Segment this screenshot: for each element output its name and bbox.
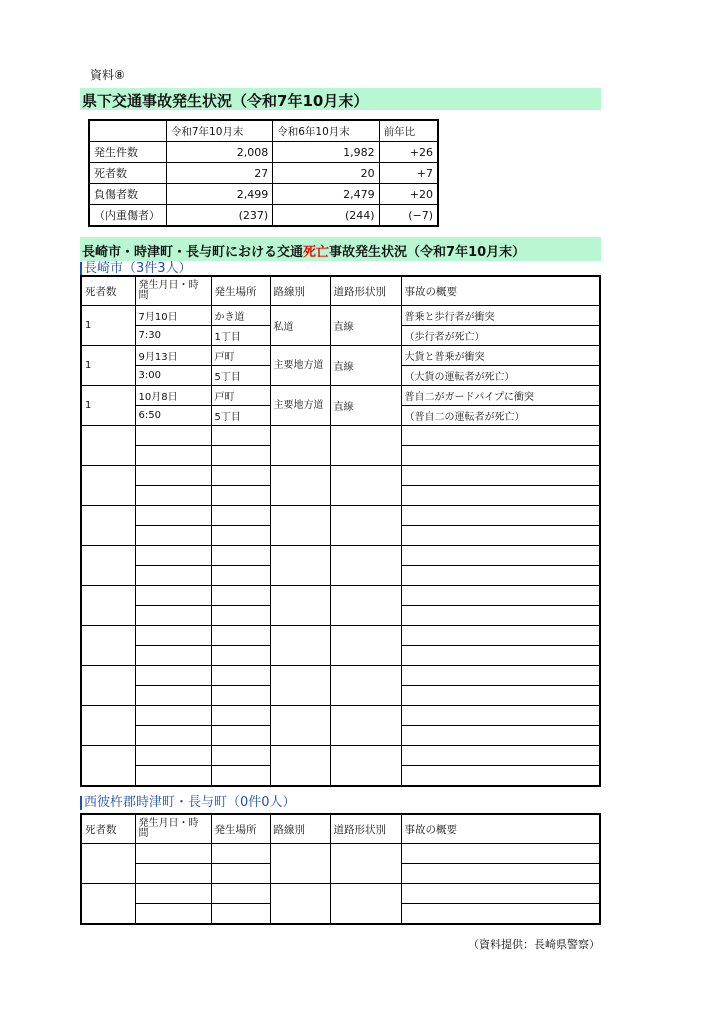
header-deaths: 死者数 [81, 276, 135, 306]
case-deaths: 1 [81, 306, 135, 346]
summary-header-diff: 前年比 [379, 120, 438, 142]
summary-row-diff: +20 [379, 184, 438, 205]
case-place2: 5丁目 [211, 366, 270, 386]
summary-row-prev: (244) [273, 205, 379, 227]
case-place2: 1丁目 [211, 326, 270, 346]
case-summary2: （普自二の運転者が死亡） [401, 406, 600, 426]
nagasaki-section-title: 長崎市（3件3人） [80, 262, 192, 276]
empty-row [81, 546, 600, 566]
case-row [81, 386, 600, 406]
nishisonogi-table [80, 813, 601, 925]
case-time: 6:50 [135, 406, 211, 426]
case-time: 3:00 [135, 366, 211, 386]
summary-table [88, 119, 439, 227]
case-place2: 5丁目 [211, 406, 270, 426]
summary-header-blank [89, 120, 166, 142]
summary-title: 県下交通事故発生状況（令和7年10月末） [82, 92, 369, 110]
header-deaths: 死者数 [81, 814, 135, 844]
summary-row-label: 発生件数 [89, 142, 166, 163]
document-label: 資料⑧ [90, 68, 125, 82]
fatal-title-post: 事故発生状況（令和7年10月末） [329, 245, 526, 260]
summary-header-prev: 令和6年10月末 [273, 120, 379, 142]
nishisonogi-section-title: 西彼杵郡時津町・長与町（0件0人） [80, 796, 296, 810]
case-date: 10月8日 [135, 386, 211, 406]
summary-row-cur: 2,008 [166, 142, 272, 163]
case-place1: かき道 [211, 306, 270, 326]
summary-row-prev: 2,479 [273, 184, 379, 205]
summary-header-cur: 令和7年10月末 [166, 120, 272, 142]
nagasaki-header-row [81, 276, 600, 306]
case-summary2: （歩行者が死亡） [401, 326, 600, 346]
fatal-title-band [80, 237, 601, 261]
case-road: 直線 [330, 346, 401, 386]
fatal-title [82, 241, 525, 260]
summary-row-diff: +26 [379, 142, 438, 163]
header-summary: 事故の概要 [401, 814, 600, 844]
nagasaki-table [80, 275, 601, 787]
summary-row-cur: 27 [166, 163, 272, 184]
summary-header-row [89, 120, 438, 142]
header-summary: 事故の概要 [401, 276, 600, 306]
fatal-title-red: 死亡 [303, 245, 330, 260]
case-route: 主要地方道 [270, 386, 330, 426]
case-date: 9月13日 [135, 346, 211, 366]
case-deaths: 1 [81, 386, 135, 426]
header-road: 道路形状別 [330, 276, 401, 306]
summary-row [89, 142, 438, 163]
empty-row [81, 426, 600, 446]
case-summary2: （大貨の運転者が死亡） [401, 366, 600, 386]
empty-row [81, 746, 600, 766]
case-time: 7:30 [135, 326, 211, 346]
case-road: 直線 [330, 386, 401, 426]
fatal-title-pre: 長崎市・時津町・長与町における交通 [82, 245, 304, 260]
summary-title-band [80, 88, 601, 110]
summary-row-label: 負傷者数 [89, 184, 166, 205]
header-place: 発生場所 [211, 814, 270, 844]
summary-row [89, 163, 438, 184]
header-datetime: 発生月日・時間 [135, 814, 211, 844]
case-date: 7月10日 [135, 306, 211, 326]
empty-row [81, 666, 600, 686]
empty-row [81, 884, 600, 904]
summary-row-prev: 20 [273, 163, 379, 184]
summary-row-cur: (237) [166, 205, 272, 227]
header-datetime: 発生月日・時間 [135, 276, 211, 306]
nishisonogi-header-row [81, 814, 600, 844]
case-route: 私道 [270, 306, 330, 346]
summary-row-label: 死者数 [89, 163, 166, 184]
summary-row [89, 205, 438, 227]
empty-row [81, 586, 600, 606]
empty-row [81, 506, 600, 526]
summary-row-label: （内重傷者） [89, 205, 166, 227]
header-road: 道路形状別 [330, 814, 401, 844]
case-deaths: 1 [81, 346, 135, 386]
summary-row-prev: 1,982 [273, 142, 379, 163]
source-note: （資料提供：長崎県警察） [468, 938, 600, 951]
summary-row-diff: (−7) [379, 205, 438, 227]
summary-row [89, 184, 438, 205]
summary-row-diff: +7 [379, 163, 438, 184]
empty-row [81, 844, 600, 864]
case-route: 主要地方道 [270, 346, 330, 386]
case-row [81, 346, 600, 366]
case-summary1: 普自二がガードパイプに衝突 [401, 386, 600, 406]
header-route: 路線別 [270, 814, 330, 844]
header-route: 路線別 [270, 276, 330, 306]
case-summary1: 大貨と普乗が衝突 [401, 346, 600, 366]
empty-row [81, 466, 600, 486]
case-place1: 戸町 [211, 346, 270, 366]
empty-row [81, 706, 600, 726]
case-road: 直線 [330, 306, 401, 346]
case-row [81, 306, 600, 326]
case-summary1: 普乗と歩行者が衝突 [401, 306, 600, 326]
case-place1: 戸町 [211, 386, 270, 406]
empty-row [81, 626, 600, 646]
header-place: 発生場所 [211, 276, 270, 306]
summary-row-cur: 2,499 [166, 184, 272, 205]
